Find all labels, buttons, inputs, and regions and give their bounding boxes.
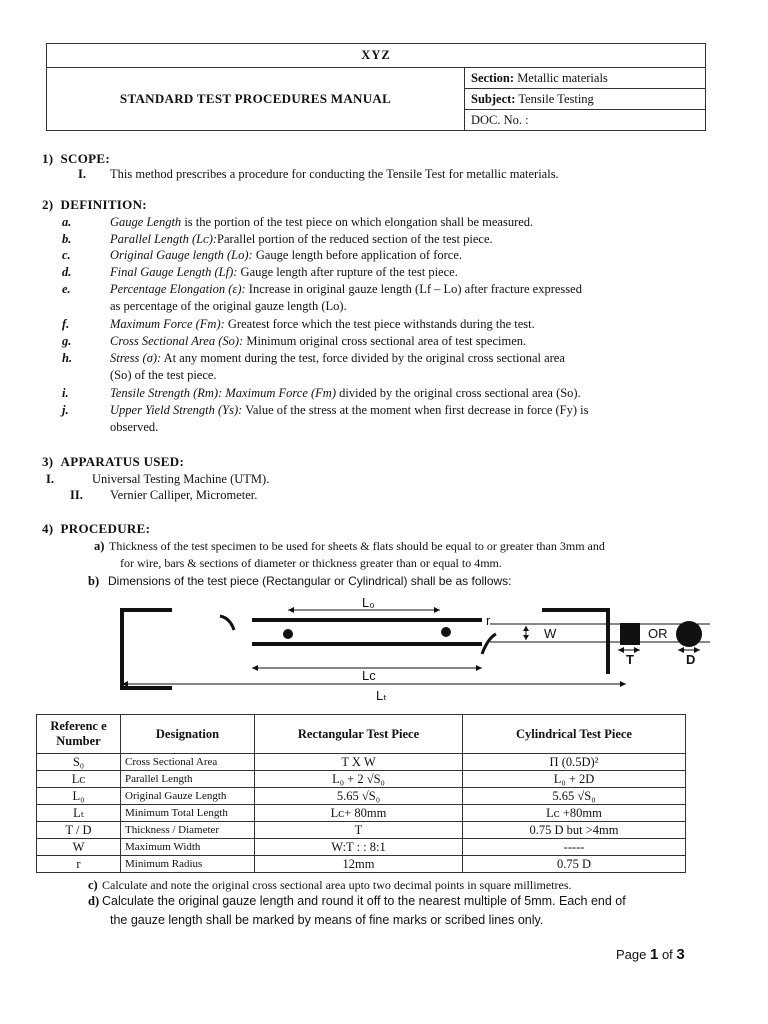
cylindrical-cell: L₀ + 2D xyxy=(463,771,686,788)
right-fillet xyxy=(482,634,496,654)
apparatus-heading: 3) APPARATUS USED: xyxy=(42,454,185,469)
apparatus-item-num: I. xyxy=(46,472,54,486)
definition-term: Cross Sectional Area (So): xyxy=(110,334,244,348)
table-row xyxy=(37,805,686,822)
procedure-d-letter: d) xyxy=(88,894,100,908)
definition-text: Greatest force which the test piece withstands during the test. xyxy=(224,317,535,331)
ref-number-cell: Lᴄ xyxy=(37,771,121,788)
diameter-label: D xyxy=(686,652,696,667)
designation-cell: Cross Sectional Area xyxy=(121,754,255,771)
cylindrical-cell: 0.75 D but >4mm xyxy=(463,822,686,839)
left-fillet xyxy=(220,616,234,630)
reference-table xyxy=(36,714,686,873)
definition-term: Parallel Length (Lᴄ): xyxy=(110,232,218,246)
definition-item xyxy=(110,385,700,402)
table-row xyxy=(37,771,686,788)
procedure-c-text: Calculate and note the original cross sectional area upto two decimal points in square millimetres. xyxy=(102,878,572,892)
procedure-a-text: Thickness of the test specimen to be used for sheets & flats should be equal to or greater than 3mm and xyxy=(109,539,605,553)
width-label: W xyxy=(544,626,557,641)
definition-letter: c. xyxy=(62,248,71,262)
definition-item xyxy=(110,247,700,264)
definition-term: Stress (σ): xyxy=(110,351,162,365)
rectangular-cell: Lᴄ+ 80mm xyxy=(255,805,463,822)
rectangular-cell: 5.65 √S₀ xyxy=(255,788,463,805)
definition-text: Increase in original gauze length (Lf – Lo) after fracture expressed xyxy=(245,282,582,296)
rectangular-cell: T xyxy=(255,822,463,839)
procedure-a-letter: a) xyxy=(94,539,105,553)
page-footer: Page 1 of 3 xyxy=(616,946,685,963)
definition-letter: e. xyxy=(62,282,71,296)
definition-term: Final Gauge Length (Lf): xyxy=(110,265,238,279)
rectangular-cell: 12mm xyxy=(255,856,463,873)
section-cell: Section: Metallic materials xyxy=(465,68,706,89)
designation-cell: Minimum Radius xyxy=(121,856,255,873)
radius-label: r xyxy=(486,613,491,628)
definition-item xyxy=(110,350,700,367)
scope-heading: 1) SCOPE: xyxy=(42,151,110,166)
lc-label: Lᴄ xyxy=(362,668,376,683)
col-header-designation: Designation xyxy=(121,715,255,754)
table-row xyxy=(37,856,686,873)
definition-text: Parallel portion of the reduced section of the test piece. xyxy=(217,232,493,246)
definition-text-cont: as percentage of the original gauze length (Lo). xyxy=(110,299,347,313)
designation-cell: Thickness / Diameter xyxy=(121,822,255,839)
definition-text: divided by the original cross sectional area (So). xyxy=(336,386,581,400)
ref-number-cell: S₀ xyxy=(37,754,121,771)
definition-item xyxy=(110,264,700,281)
company-name: XYZ xyxy=(47,44,706,68)
definition-text: At any moment during the test, force divided by the original cross sectional area xyxy=(161,351,565,365)
definition-letter: d. xyxy=(62,265,72,279)
test-piece-diagram xyxy=(110,594,720,706)
scope-item-num: I. xyxy=(78,167,86,181)
cylindrical-cell: 0.75 D xyxy=(463,856,686,873)
definition-text: Gauge length before application of force. xyxy=(252,248,462,262)
definition-letter: f. xyxy=(62,317,70,331)
lo-label: L₀ xyxy=(362,595,375,610)
definition-text: is the portion of the test piece on which elongation shall be measured. xyxy=(181,215,534,229)
procedure-b-letter: b) xyxy=(88,574,100,588)
procedure-heading: 4) PROCEDURE: xyxy=(42,521,151,536)
definition-item xyxy=(110,402,700,419)
definition-item xyxy=(110,316,700,333)
gauge-mark xyxy=(441,627,451,637)
lt-label: Lₜ xyxy=(376,688,388,703)
definition-text: Gauge length after rupture of the test piece. xyxy=(237,265,458,279)
ref-number-cell: T / D xyxy=(37,822,121,839)
col-header-rectangular: Rectangular Test Piece xyxy=(255,715,463,754)
col-header-cylindrical: Cylindrical Test Piece xyxy=(463,715,686,754)
definition-term: Tensile Strength (Rm): Maximum Force (Fm) xyxy=(110,386,336,400)
procedure-d-text: Calculate the original gauze length and round it off to the nearest multiple of 5mm. Each end of xyxy=(102,894,626,908)
thickness-label: T xyxy=(626,652,634,667)
definition-letter: i. xyxy=(62,386,69,400)
subject-cell: Subject: Tensile Testing xyxy=(465,89,706,110)
ref-number-cell: L₀ xyxy=(37,788,121,805)
definition-item xyxy=(110,231,700,248)
table-row xyxy=(37,754,686,771)
definition-item xyxy=(110,214,700,231)
manual-title: STANDARD TEST PROCEDURES MANUAL xyxy=(47,68,465,131)
rectangular-cell: L₀ + 2 √S₀ xyxy=(255,771,463,788)
table-row xyxy=(37,822,686,839)
apparatus-item-text: Vernier Calliper, Micrometer. xyxy=(110,488,258,502)
rectangular-cell: W:T : : 8:1 xyxy=(255,839,463,856)
ref-number-cell: W xyxy=(37,839,121,856)
definition-letter: b. xyxy=(62,232,72,246)
table-row xyxy=(37,839,686,856)
or-label: OR xyxy=(648,626,668,641)
gauge-mark xyxy=(283,629,293,639)
apparatus-item-text: Universal Testing Machine (UTM). xyxy=(92,472,270,486)
definition-item xyxy=(110,281,700,298)
definition-text: Minimum original cross sectional area of test specimen. xyxy=(243,334,527,348)
definition-letter: g. xyxy=(62,334,72,348)
ref-number-cell: Lₜ xyxy=(37,805,121,822)
table-row xyxy=(37,788,686,805)
cylindrical-cell: Π (0.5D)² xyxy=(463,754,686,771)
definition-term: Percentage Elongation (ε): xyxy=(110,282,246,296)
definition-letter: h. xyxy=(62,351,73,365)
designation-cell: Maximum Width xyxy=(121,839,255,856)
procedure-d-text: the gauze length shall be marked by means of fine marks or scribed lines only. xyxy=(110,913,544,927)
procedure-c-letter: c) xyxy=(88,878,98,892)
definition-text-cont: observed. xyxy=(110,420,159,434)
definition-text: Value of the stress at the moment when first decrease in force (Fy) is xyxy=(242,403,589,417)
definition-text-cont: (So) of the test piece. xyxy=(110,368,217,382)
definition-term: Original Gauge length (Lo): xyxy=(110,248,253,262)
definition-letter: a. xyxy=(62,215,72,229)
designation-cell: Original Gauze Length xyxy=(121,788,255,805)
cylindrical-cell: ----- xyxy=(463,839,686,856)
definition-term: Upper Yield Strength (Ys): xyxy=(110,403,243,417)
procedure-b-text: Dimensions of the test piece (Rectangular or Cylindrical) shall be as follows: xyxy=(108,574,512,588)
rectangular-section xyxy=(620,623,640,645)
definition-letter: j. xyxy=(62,403,69,417)
left-grip-outline xyxy=(122,610,172,688)
definition-term: Gauge Length xyxy=(110,215,182,229)
procedure-a-text: for wire, bars & sections of diameter or thickness greater than or equal to 4mm. xyxy=(120,556,502,570)
ref-number-cell: r xyxy=(37,856,121,873)
apparatus-item-num: II. xyxy=(70,488,83,502)
definition-term: Maximum Force (Fm): xyxy=(110,317,225,331)
circular-section xyxy=(676,621,702,647)
designation-cell: Minimum Total Length xyxy=(121,805,255,822)
rectangular-cell: T X W xyxy=(255,754,463,771)
doc-number-cell: DOC. No. : xyxy=(465,110,706,131)
cylindrical-cell: Lᴄ +80mm xyxy=(463,805,686,822)
cylindrical-cell: 5.65 √S₀ xyxy=(463,788,686,805)
header-table xyxy=(46,43,706,131)
definition-item xyxy=(110,333,700,350)
col-header-reference: Referenc e Number xyxy=(37,715,121,754)
designation-cell: Parallel Length xyxy=(121,771,255,788)
definition-heading: 2) DEFINITION: xyxy=(42,197,147,212)
scope-item-text: This method prescribes a procedure for conducting the Tensile Test for metallic materials. xyxy=(110,167,559,181)
